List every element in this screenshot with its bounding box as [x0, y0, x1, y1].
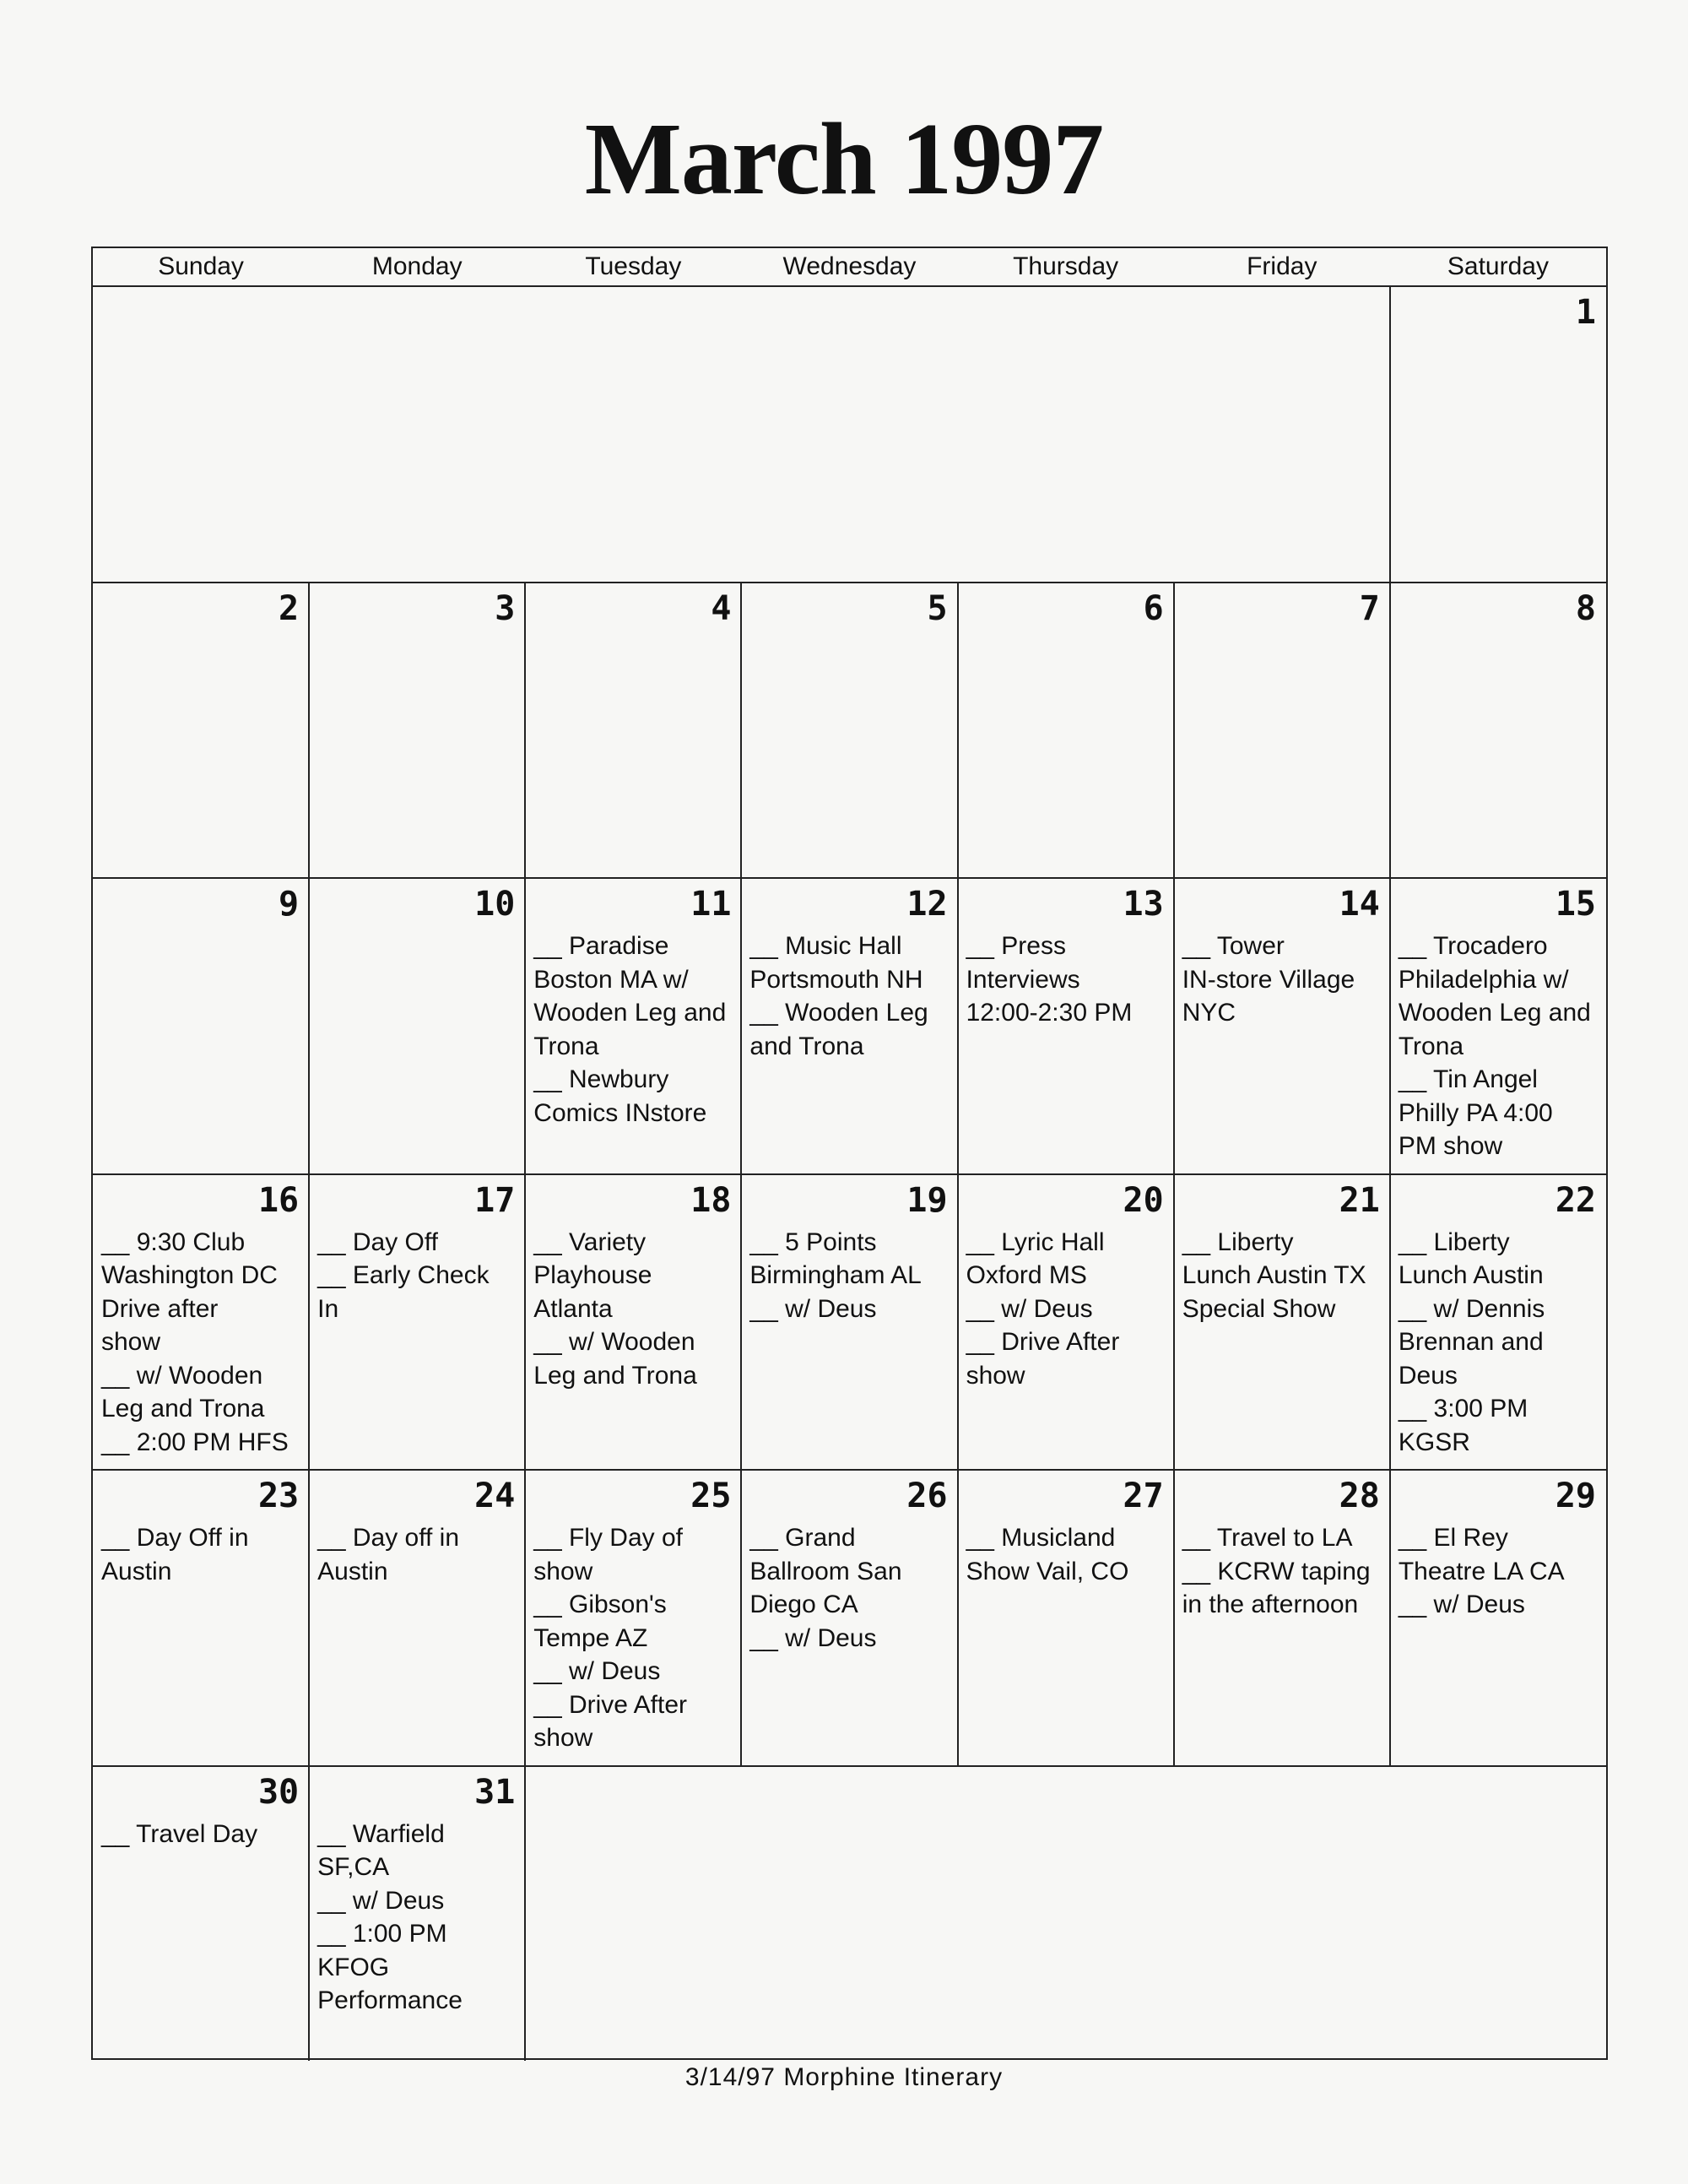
day-cell-21	[1174, 1175, 1390, 1470]
day-cell-30	[93, 1767, 309, 2062]
day-cell-22	[1390, 1175, 1606, 1470]
event-line: Wooden Leg and	[533, 999, 727, 1027]
event-line: Special Show	[1182, 1294, 1336, 1323]
event-line: Lunch Austin	[1398, 1261, 1544, 1289]
day-events	[1399, 1521, 1598, 1622]
event-line: NYC	[1182, 999, 1236, 1027]
event-line: Theatre LA CA	[1398, 1557, 1565, 1585]
event-line: __ w/ Deus	[749, 1623, 877, 1652]
event-line: __ Paradise	[533, 932, 669, 960]
day-events	[101, 1226, 300, 1460]
event-line: __ Grand	[749, 1524, 856, 1552]
day-cell-18	[525, 1175, 741, 1470]
day-cell-7	[1174, 583, 1390, 878]
event-line: in the afternoon	[1182, 1591, 1359, 1618]
header-divider	[93, 285, 1606, 287]
day-cell-26	[741, 1471, 957, 1765]
event-line: show	[533, 1557, 593, 1585]
event-line: __ Day Off	[317, 1227, 438, 1256]
day-cell-27	[958, 1471, 1174, 1765]
event-line: __ Wooden Leg	[749, 999, 928, 1027]
day-events	[1182, 1521, 1382, 1622]
day-header-sunday: Sunday	[158, 252, 244, 280]
event-line: IN-store Village	[1182, 965, 1355, 994]
day-number: 12	[906, 885, 948, 924]
event-line: Austin	[317, 1557, 388, 1585]
day-header-saturday: Saturday	[1447, 252, 1549, 280]
event-line: Boston MA w/	[533, 965, 689, 994]
event-line: __ w/ Dennis	[1398, 1294, 1545, 1323]
event-line: __ w/ Deus	[966, 1294, 1093, 1323]
day-events	[101, 1818, 300, 1851]
day-cell-8	[1390, 583, 1606, 878]
day-number: 15	[1555, 885, 1596, 924]
event-line: __ Drive After	[533, 1690, 688, 1719]
event-line: 12:00-2:30 PM	[966, 999, 1133, 1027]
event-line: __ 1:00 PM	[317, 1920, 447, 1948]
day-header-tuesday: Tuesday	[585, 252, 682, 280]
event-line: __ Tower	[1182, 932, 1285, 960]
day-number: 23	[257, 1477, 300, 1515]
day-cell-1	[1390, 287, 1606, 582]
day-events	[749, 929, 949, 1063]
event-line: __ El Rey	[1398, 1524, 1508, 1552]
event-line: Austin	[101, 1557, 172, 1585]
day-number: 14	[1339, 885, 1380, 924]
event-line: __ Travel to LA	[1182, 1524, 1353, 1552]
day-number: 31	[474, 1772, 516, 1812]
day-events	[749, 1226, 949, 1326]
event-line: Atlanta	[533, 1294, 613, 1323]
event-line: Philadelphia w/	[1398, 965, 1569, 994]
event-line: __ Musicland	[966, 1524, 1116, 1552]
day-number: 17	[474, 1180, 516, 1220]
event-line: __ Early Check	[317, 1261, 490, 1289]
event-line: Ballroom San	[749, 1557, 902, 1585]
calendar-grid	[91, 247, 1608, 2060]
day-number: 8	[1575, 588, 1596, 628]
event-line: Oxford MS	[966, 1261, 1087, 1289]
event-line: __ Press	[966, 932, 1066, 960]
event-line: Playhouse	[533, 1261, 652, 1289]
day-cell-19	[741, 1175, 957, 1470]
event-line: and Trona	[749, 1032, 864, 1060]
day-cell-24	[309, 1471, 525, 1765]
day-events	[1182, 1226, 1382, 1326]
event-line: Wooden Leg and	[1398, 999, 1591, 1027]
event-line: __ 3:00 PM	[1398, 1395, 1528, 1423]
day-cell-13	[958, 879, 1174, 1173]
event-line: __ Lyric Hall	[966, 1227, 1105, 1256]
day-number: 6	[1143, 588, 1164, 628]
event-line: Trona	[533, 1032, 599, 1060]
day-events	[749, 1521, 949, 1655]
day-number: 9	[279, 885, 300, 924]
event-line: __ Warfield	[317, 1819, 445, 1848]
day-number: 2	[279, 588, 300, 628]
day-number: 1	[1575, 293, 1596, 332]
day-cell-20	[958, 1175, 1174, 1470]
day-cell-23	[93, 1471, 309, 1765]
event-line: Tempe AZ	[533, 1623, 648, 1652]
day-number: 10	[474, 885, 516, 924]
day-cell-10	[309, 879, 525, 1173]
page-title: March 1997	[584, 102, 1104, 216]
event-line: In	[317, 1294, 339, 1323]
event-line: __ KCRW taping	[1182, 1557, 1371, 1585]
day-events	[533, 1521, 733, 1755]
event-line: Diego CA	[749, 1591, 858, 1618]
event-line: __ w/ Deus	[1398, 1591, 1525, 1618]
event-line: __ 2:00 PM HFS	[101, 1428, 289, 1456]
day-number: 3	[495, 588, 516, 628]
day-events	[533, 1226, 733, 1393]
day-header-wednesday: Wednesday	[782, 252, 917, 280]
day-cell-29	[1390, 1471, 1606, 1765]
event-line: Interviews	[966, 965, 1080, 994]
event-line: Deus	[1398, 1361, 1458, 1390]
event-line: Leg and Trona	[533, 1361, 697, 1390]
day-cell-14	[1174, 879, 1390, 1173]
day-header-friday: Friday	[1247, 252, 1317, 280]
day-number: 20	[1123, 1180, 1164, 1220]
event-line: __ Variety	[533, 1227, 647, 1256]
event-line: KGSR	[1398, 1428, 1470, 1456]
day-number: 4	[711, 588, 732, 628]
event-line: Trona	[1398, 1032, 1464, 1060]
event-line: Portsmouth NH	[749, 965, 923, 994]
day-number: 11	[690, 885, 732, 924]
event-line: Leg and Trona	[101, 1395, 265, 1423]
day-cell-11	[525, 879, 741, 1173]
day-cell-5	[741, 583, 957, 878]
event-line: __ Travel Day	[101, 1819, 258, 1848]
day-number: 21	[1339, 1180, 1380, 1220]
event-line: __ 5 Points	[749, 1227, 877, 1256]
day-events	[966, 929, 1166, 1030]
day-number: 13	[1123, 885, 1164, 924]
event-line: __ Tin Angel	[1398, 1065, 1538, 1093]
event-line: show	[101, 1328, 161, 1356]
day-number: 5	[927, 588, 948, 628]
day-events	[317, 1521, 517, 1588]
event-line: Lunch Austin TX	[1182, 1261, 1366, 1289]
day-events	[966, 1226, 1166, 1393]
day-events	[533, 929, 733, 1130]
day-cell-12	[741, 879, 957, 1173]
day-number: 30	[257, 1772, 300, 1812]
event-line: Brennan and	[1398, 1328, 1544, 1356]
footer-note: 3/14/97 Morphine Itinerary	[684, 2063, 1004, 2091]
event-line: show	[966, 1361, 1025, 1390]
day-cell-28	[1174, 1471, 1390, 1765]
event-line: __ w/ Wooden	[533, 1328, 695, 1356]
event-line: show	[533, 1724, 593, 1752]
event-line: __ Gibson's	[533, 1591, 667, 1618]
day-events	[1399, 929, 1598, 1163]
day-number: 16	[257, 1180, 300, 1220]
event-line: __ Drive After	[966, 1328, 1120, 1356]
day-cell-4	[525, 583, 741, 878]
day-events	[1182, 929, 1382, 1030]
day-events	[317, 1818, 517, 2018]
event-line: __ w/ Deus	[533, 1657, 661, 1685]
event-line: Show Vail, CO	[966, 1557, 1129, 1585]
day-header-monday: Monday	[371, 252, 463, 280]
event-line: __ Liberty	[1182, 1227, 1294, 1256]
event-line: Washington DC	[101, 1261, 278, 1289]
event-line: __ Fly Day of	[533, 1524, 684, 1552]
day-cell-15	[1390, 879, 1606, 1173]
event-line: __ 9:30 Club	[101, 1227, 246, 1256]
event-line: __ Trocadero	[1398, 932, 1548, 960]
event-line: __ Day off in	[317, 1524, 460, 1552]
event-line: Birmingham AL	[749, 1261, 922, 1289]
event-line: KFOG	[317, 1953, 390, 1981]
event-line: Drive after	[101, 1294, 219, 1323]
day-header-thursday: Thursday	[1013, 252, 1119, 280]
event-line: __ Music Hall	[749, 932, 902, 960]
event-line: PM show	[1398, 1132, 1503, 1160]
day-number: 22	[1555, 1180, 1596, 1220]
day-cell-25	[525, 1471, 741, 1765]
day-cell-3	[309, 583, 525, 878]
day-cell-16	[93, 1175, 309, 1470]
day-number: 19	[906, 1180, 948, 1220]
day-number: 29	[1555, 1477, 1596, 1515]
day-cell-2	[93, 583, 309, 878]
event-line: __ Liberty	[1398, 1227, 1510, 1256]
day-number: 25	[690, 1477, 732, 1515]
day-number: 28	[1339, 1477, 1380, 1515]
day-cell-6	[958, 583, 1174, 878]
day-number: 24	[474, 1477, 516, 1515]
event-line: __ w/ Deus	[317, 1886, 445, 1915]
event-line: __ Newbury	[533, 1065, 669, 1093]
event-line: __ Day Off in	[101, 1524, 249, 1552]
day-events	[966, 1521, 1166, 1588]
event-line: Philly PA 4:00	[1398, 1098, 1553, 1127]
event-line: Performance	[317, 1986, 463, 2014]
day-events	[101, 1521, 300, 1588]
day-number: 7	[1359, 588, 1380, 628]
day-number: 26	[906, 1477, 948, 1515]
event-line: Comics INstore	[533, 1098, 707, 1127]
day-events	[1399, 1226, 1598, 1460]
day-cell-17	[309, 1175, 525, 1470]
day-number: 27	[1123, 1477, 1164, 1515]
day-events	[317, 1226, 517, 1326]
event-line: __ w/ Deus	[749, 1294, 877, 1323]
event-line: __ w/ Wooden	[101, 1361, 263, 1390]
day-cell-9	[93, 879, 309, 1173]
day-cell-31	[309, 1767, 525, 2062]
event-line: SF,CA	[317, 1853, 390, 1881]
day-number: 18	[690, 1180, 732, 1220]
